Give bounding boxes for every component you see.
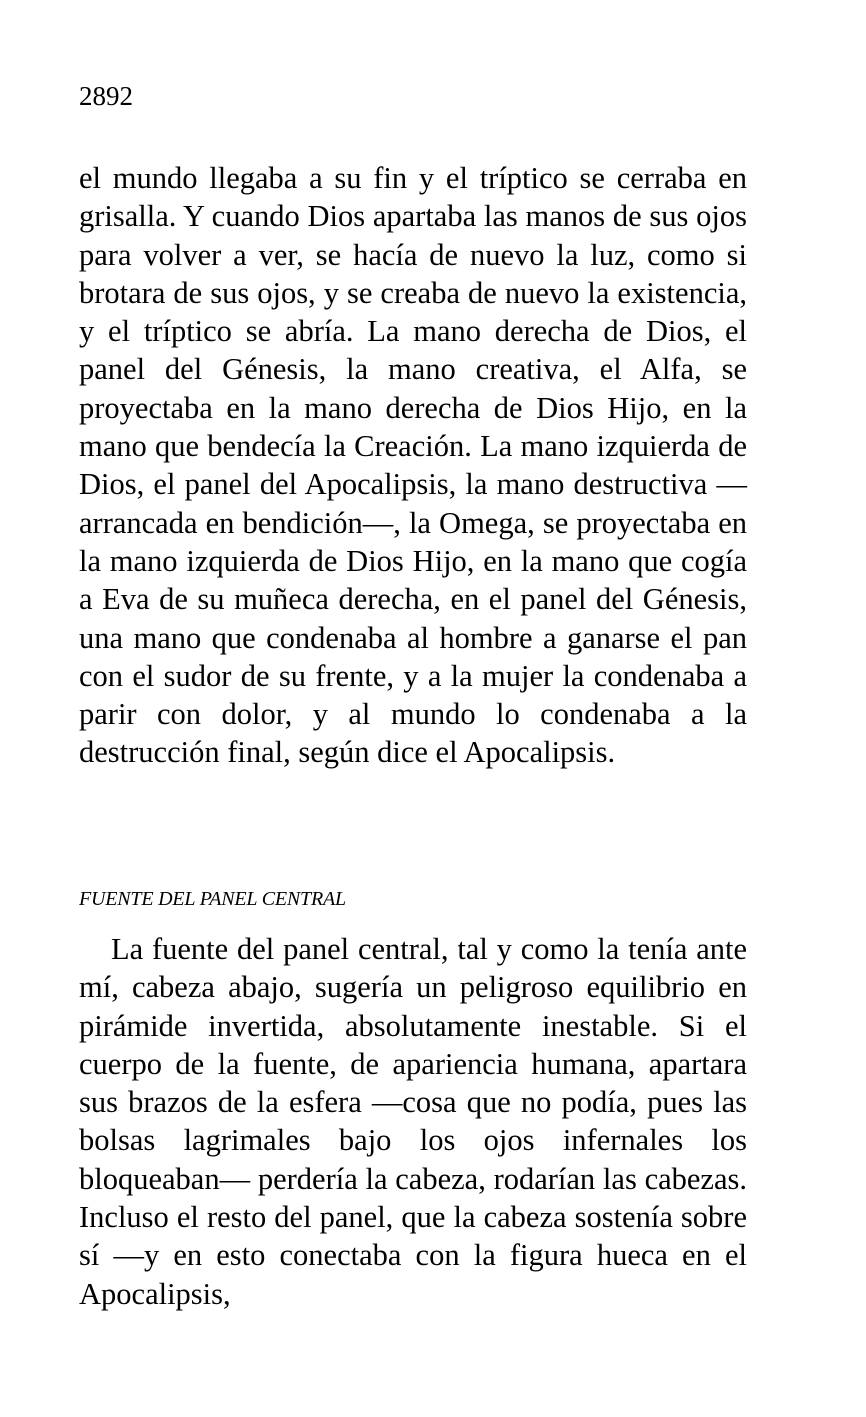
paragraph-fuente: La fuente del panel central, tal y como la tenía ante mí, cabeza abajo, sugería un peligroso equilibrio en pirámide invertida, absolutamente inestable. Si el cuerpo de la fuente, de apariencia humana, apartara sus brazos de la esfera —cosa que no podía, pues las bolsas lagrimales bajo los ojos infernales los bloqueaban— perdería la cabeza, rodarían las cabezas. Incluso el resto del panel, que la cabeza sostenía sobre sí —y en esto conectaba con la figura hueca en el Apocalipsis, bbox=[79, 932, 747, 1311]
paragraph-continuation: el mundo llegaba a su fin y el tríptico se cerraba en grisalla. Y cuando Dios apartaba las manos de sus ojos para volver a ver, se hacía de nuevo la luz, como si brotara de sus ojos, y se creaba de nuevo la existencia, y el tríptico se abría. La mano derecha de Dios, el panel del Génesis, la mano creativa, el Alfa, se proyectaba en la mano derecha de Dios Hijo, en la mano que bendecía la Creación. La mano izquierda de Dios, el panel del Apocalipsis, la mano destructiva —arrancada en bendición—, la Omega, se proyectaba en la mano izquierda de Dios Hijo, en la mano que cogía a Eva de su muñeca derecha, en el panel del Génesis, una mano que condenaba al hombre a ganarse el pan con el sudor de su frente, y a la mujer la condenaba a parir con dolor, y al mundo lo condenaba a la destrucción final, según dice el Apocalipsis. bbox=[79, 161, 747, 770]
section-heading: FUENTE DEL PANEL CENTRAL bbox=[79, 888, 346, 910]
page-number: 2892 bbox=[79, 81, 133, 111]
